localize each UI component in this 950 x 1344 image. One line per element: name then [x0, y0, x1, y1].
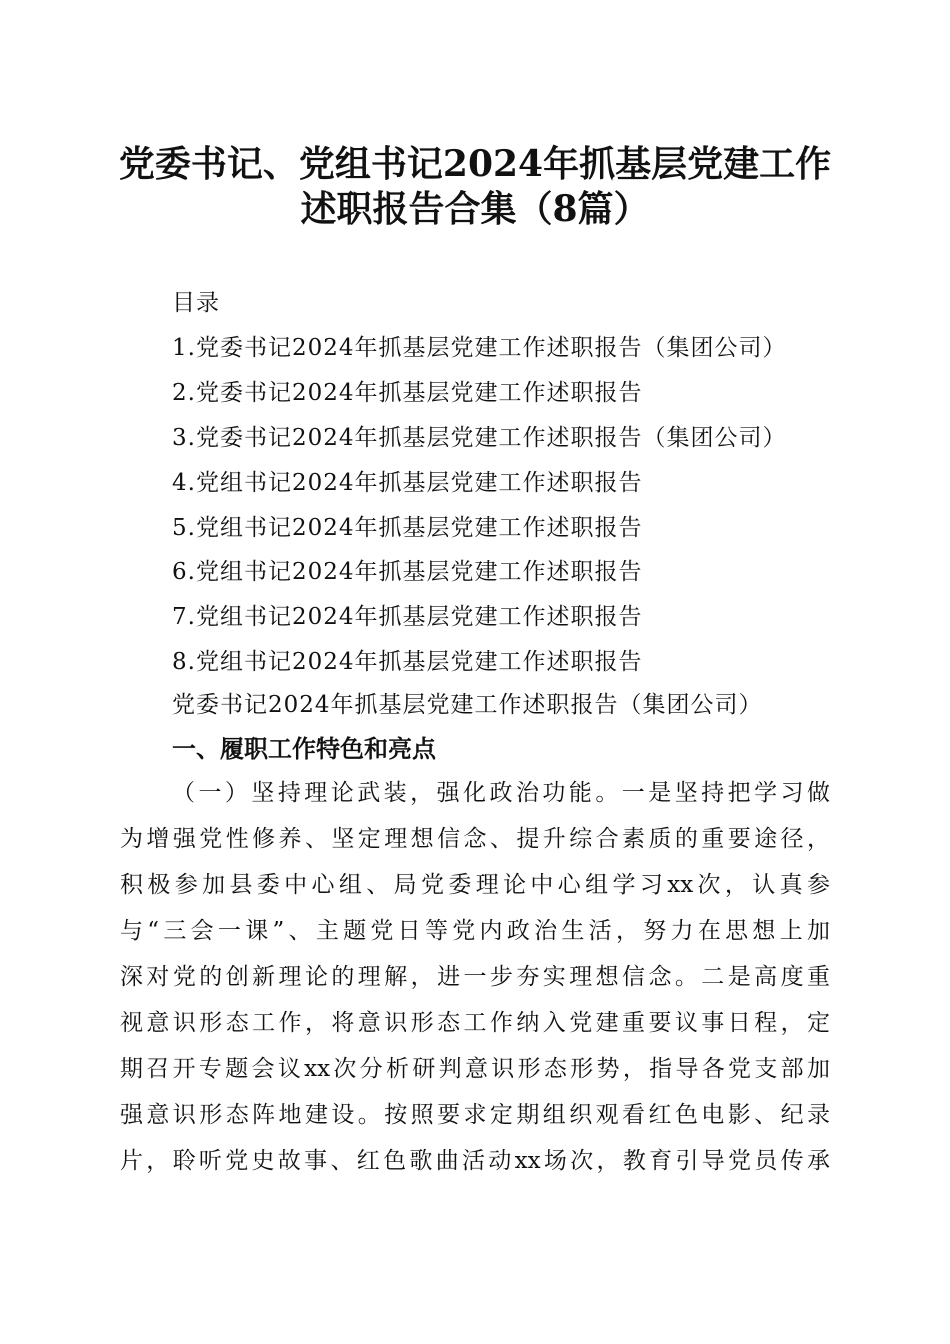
paragraph-line: 片，聆听党史故事、红色歌曲活动xx场次，教育引导党员传承	[120, 1148, 830, 1174]
section-heading: 一、履职工作特色和亮点	[172, 734, 436, 763]
paragraph-line: 为增强党性修养、坚定理想信念、提升综合素质的重要途径，	[120, 826, 830, 852]
paragraph-line: 与“三会一课”、主题党日等党内政治生活，努力在思想上加	[120, 918, 830, 944]
paragraph-line: 深对党的创新理论的理解，进一步夯实理想信念。二是高度重	[120, 964, 830, 990]
report-title: 党委书记2024年抓基层党建工作述职报告（集团公司）	[172, 692, 763, 718]
paragraph-line: 视意识形态工作，将意识形态工作纳入党建重要议事日程，定	[120, 1010, 830, 1036]
paragraph-line: （一）坚持理论武装，强化政治功能。一是坚持把学习做	[172, 780, 830, 806]
toc-item: 6.党组书记2024年抓基层党建工作述职报告	[172, 559, 643, 585]
paragraph-line: 积极参加县委中心组、局党委理论中心组学习xx次，认真参	[120, 872, 830, 898]
toc-item: 3.党委书记2024年抓基层党建工作述职报告（集团公司）	[172, 425, 787, 451]
toc-item: 2.党委书记2024年抓基层党建工作述职报告	[172, 380, 643, 406]
document-title-line-1: 党委书记、党组书记2024年抓基层党建工作	[118, 143, 832, 185]
toc-heading: 目录	[172, 290, 220, 316]
toc-item: 5.党组书记2024年抓基层党建工作述职报告	[172, 515, 643, 541]
document-title-line-2: 述职报告合集（8篇）	[300, 188, 650, 230]
paragraph-line: 强意识形态阵地建设。按照要求定期组织观看红色电影、纪录	[120, 1102, 830, 1128]
toc-item: 8.党组书记2024年抓基层党建工作述职报告	[172, 649, 643, 675]
paragraph-line: 期召开专题会议xx次分析研判意识形态形势，指导各党支部加	[120, 1056, 830, 1082]
toc-item: 7.党组书记2024年抓基层党建工作述职报告	[172, 604, 643, 630]
toc-item: 4.党组书记2024年抓基层党建工作述职报告	[172, 470, 643, 496]
toc-item: 1.党委书记2024年抓基层党建工作述职报告（集团公司）	[172, 335, 787, 361]
